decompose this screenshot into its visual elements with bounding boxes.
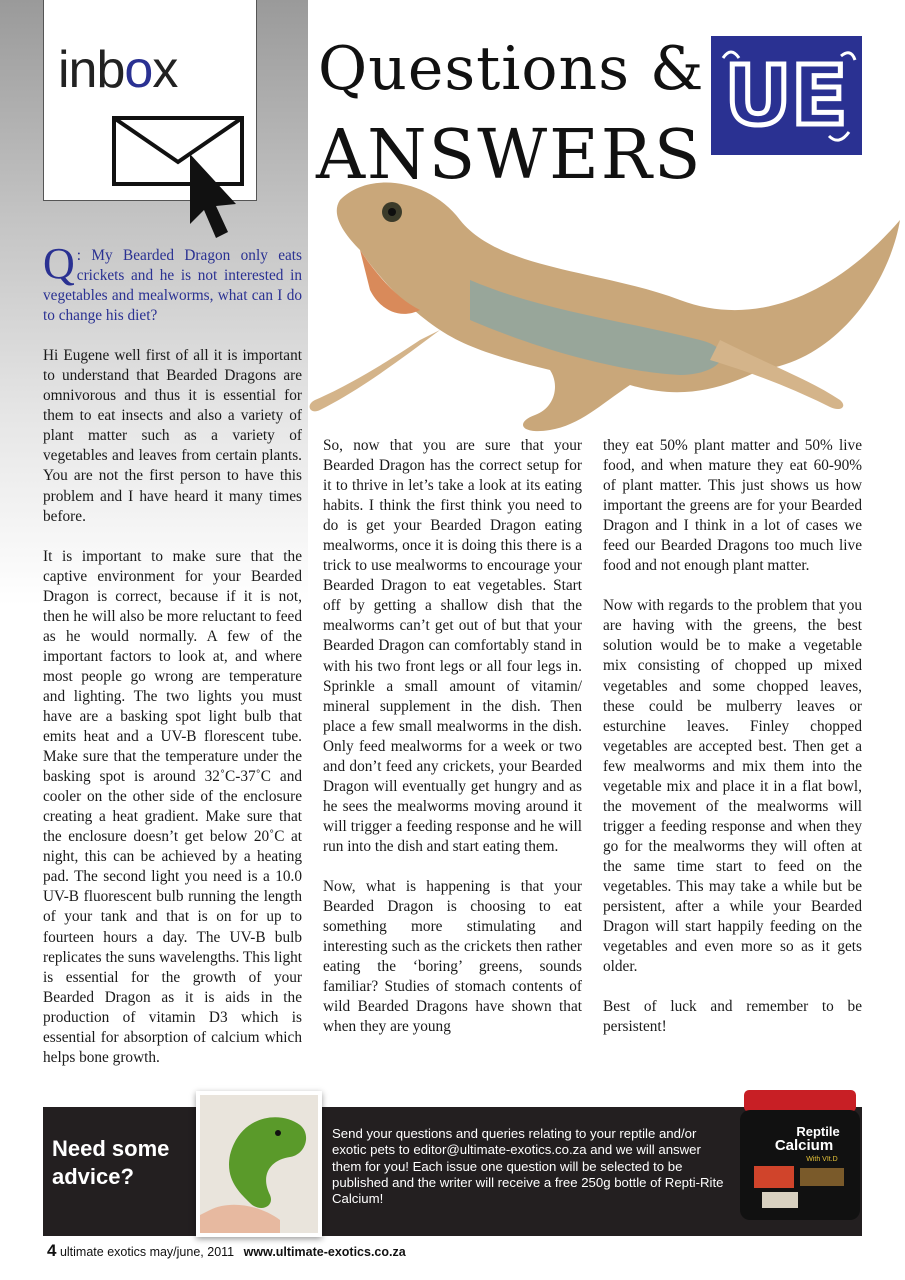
bearded-dragon-photo [300, 160, 905, 460]
ue-logo [711, 36, 862, 155]
advice-heading: Need some advice? [52, 1136, 170, 1189]
paragraph: It is important to make sure that the captive environment for your Bearded Dragon is correct, because if it is not, then he will also be more reluctant to feed as he would normally. A few of the important factors to look at, and where most people go wrong are temperature and lighting. The two lights you must have are a basking spot light bulb that emits heat and a UV-B florescent tube. Make sure that the temperature under the basking spot is around 32˚C-37˚C and cooler on the other side of the enclosure creating a heat gradient. Make sure that the enclosure doesn’t get below 20˚C at night, this can be achieved by a heating pad. The second light you need is a 10.0 UV-B fluorescent bulb running the length of your tank and that is on for up to fourteen hours a day. The UV-B bulb replicates the suns wavelengths. This light is essential for the growth of your Bearded Dragon as it is aids in the production of vitamin D3 which is essential for absorption of calcium which helps bone growth. [43, 547, 302, 1066]
reader-question: Q : My Bearded Dragon only eats crickets and he is not interested in vegetables and mealworms, what can I do to change his diet? [43, 239, 302, 325]
inbox-panel [43, 0, 257, 201]
answer-column-2 [323, 436, 582, 1057]
inbox-logo: inbox [58, 41, 178, 99]
website-link[interactable]: www.ultimate-exotics.co.za [243, 1245, 406, 1259]
paragraph: Now, what is happening is that your Bearded Dragon is choosing to eat something more stimulating and interesting such as the crickets then rather eating the ‘boring’ greens, sounds familiar? Studies of stomach contents of wild Bearded Dragons have shown that when they are young [323, 877, 582, 1036]
paragraph: Now with regards to the problem that you are having with the greens, the best solution would be to make a vegetable mix consisting of chopped up mixed vegetables and some chopped leaves, these could be mulberry leaves or esturchine leaves. Finley chopped vegetables are accepted best. Then get a few mealworms and mix them into the vegetable mix and place it in a flat bowl, the movement of the mealworms will trigger a feeding response and when they go for the mealworms they will often at the same time start to feed on the vegetables. This may take a while but be persistent, after a while your Bearded Dragon will start happily feeding on the vegetables and even more so as it gets older. [603, 597, 862, 976]
title-questions: Questions & [318, 34, 705, 104]
svg-text:Reptile: Reptile [796, 1124, 840, 1139]
question-initial: Q [43, 239, 75, 288]
paragraph: they eat 50% plant matter and 50% live food, and when mature they eat 60-90% of plant matter. This just shows us how important the greens are for your Bearded Dragon and I think in a lot of cases we feed our Bearded Dragons too much live food and not enough plant matter. [603, 437, 862, 575]
answer-column-1 [43, 239, 302, 1088]
svg-text:With VIt.D: With VIt.D [806, 1156, 838, 1163]
paragraph: So, now that you are sure that your Bearded Dragon has the correct setup for it to thrive in let’s take a look at its eating habits. I think the first think you need to do is get your Bearded Dragon eating mealworms, once it is doing this there is a trick to use mealworms to encourage your Bearded Dragon to eat vegetables. Start off by getting a shallow dish that the mealworms can’t get out of but that your Bearded Dragon can comfortably stand in with his two front legs or all four legs in. Sprinkle a small amount of vitamin/ mineral supplement in the dish. Then place a few small mealworms in the dish. Only feed mealworms for a week or two and don’t feed any crickets, your Bearded Dragon will eventually get hungry and as he sees the mealworms moving around it will trigger a feeding response and he will run into the dish and start eating them. [323, 437, 582, 855]
paragraph: Hi Eugene well first of all it is important to understand that Bearded Dragons are omnivorous and thus it is essential for them to eat insects and also a variety of plant matter such as a variety of vegetables and leaves from certain plants. You are not the first person to have this problem and I have heard it many times before. [43, 347, 302, 525]
page-number: 4 [47, 1241, 57, 1260]
paragraph: Best of luck and remember to be persistent! [603, 998, 862, 1036]
answer-column-3 [603, 436, 862, 1057]
page-footer [47, 1241, 406, 1261]
advice-text: Send your questions and queries relating to your reptile and/or exotic pets to editor@ultimate-exotics.co.za and we will answer them for you! Each issue one question will be selected to be published and the writer will receive a free 250g bottle of Repti-Rite Calcium! [332, 1126, 724, 1207]
envelope-icon [112, 114, 246, 240]
issue-info: ultimate exotics may/june, 2011 [59, 1245, 235, 1259]
title-answers: ANSWERS [316, 116, 703, 195]
iguana-photo [196, 1091, 322, 1237]
calcium-bottle-photo [738, 1090, 862, 1224]
svg-text:Calcium: Calcium [774, 1137, 834, 1154]
svg-text:UE: UE [724, 49, 848, 144]
